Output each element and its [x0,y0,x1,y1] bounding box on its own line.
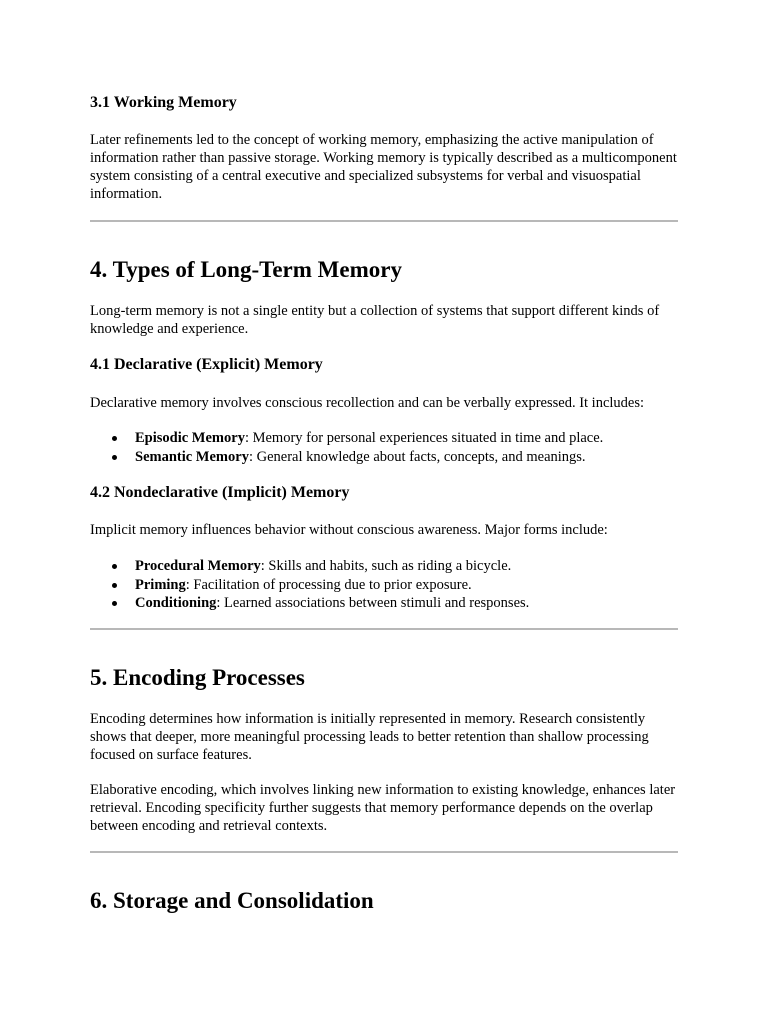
section-divider [90,220,678,222]
list-item-term: Priming [135,576,186,593]
paragraph-working-memory: Later refinements led to the concept of working memory, emphasizing the active manipulation of information rather than passive storage. Working memory is typically described as a multicomponent system consisting of a central executive and specialized subsystems for verbal and visuospatial information. [90,132,677,202]
heading-storage-consolidation: 6. Storage and Consolidation [90,888,374,913]
paragraph-encoding-determines: Encoding determines how information is initially represented in memory. Research consistently shows that deeper, more meaningful processing leads to better retention than shallow processing focused on surface features. [90,711,649,763]
bullet-icon [112,601,117,606]
list-item-description: : Skills and habits, such as riding a bicycle. [260,558,512,574]
list-item-description: : General knowledge about facts, concepts, and meanings. [248,448,586,465]
list-item-description: : Facilitation of processing due to prior exposure. [185,576,472,593]
list-item [90,429,682,448]
list-item-term: Episodic Memory [135,430,245,446]
section-divider [90,628,678,630]
list-item [90,448,682,467]
list-item [90,594,682,613]
paragraph-implicit-memory: Implicit memory influences behavior without conscious awareness. Major forms include: [90,522,608,538]
bullet-icon [112,455,117,460]
paragraph-elaborative-encoding: Elaborative encoding, which involves linking new information to existing knowledge, enhances later retrieval. Encoding specificity further suggests that memory performance depends on the overlap between encoding and retrieval contexts. [90,782,676,834]
bullet-icon [112,583,117,588]
heading-nondeclarative-memory: 4.2 Nondeclarative (Implicit) Memory [90,484,350,501]
list-item-term: Conditioning [135,595,217,611]
heading-declarative-memory: 4.1 Declarative (Explicit) Memory [90,356,323,373]
bullet-icon [112,564,117,569]
paragraph-declarative-memory: Declarative memory involves conscious recollection and can be verbally expressed. It includes: [90,395,645,411]
list-item-description: : Memory for personal experiences situated in time and place. [244,430,604,446]
heading-encoding-processes: 5. Encoding Processes [90,665,305,690]
section-divider [90,851,678,853]
heading-types-long-term-memory: 4. Types of Long-Term Memory [90,257,402,282]
bullet-icon [112,436,117,441]
list-item-description: : Learned associations between stimuli and responses. [216,595,530,611]
list-item-term: Semantic Memory [135,448,249,465]
list-item [90,576,682,595]
list-item-term: Procedural Memory [135,558,261,574]
paragraph-long-term-memory: Long-term memory is not a single entity but a collection of systems that support different kinds of knowledge and experience. [90,303,660,337]
nondeclarative-memory-list [90,557,682,613]
heading-working-memory: 3.1 Working Memory [90,94,237,111]
declarative-memory-list [90,429,682,466]
list-item [90,557,682,576]
